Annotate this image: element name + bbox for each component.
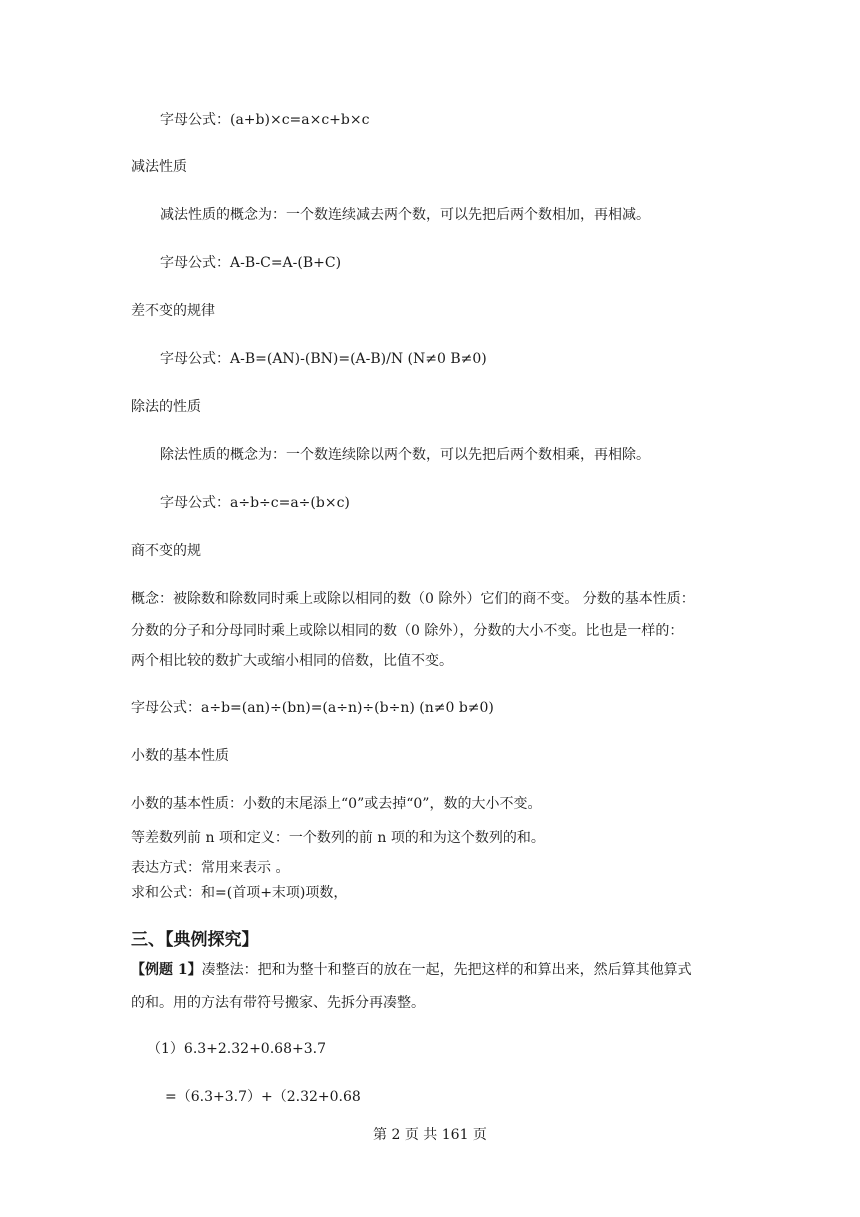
quotient-concept-line-1: 概念：被除数和除数同时乘上或除以相同的数（0 除外）它们的商不变。 分数的基本性质： xyxy=(131,591,695,607)
quotient-invariance-formula: 字母公式：a÷b=(an)÷(bn)=(a÷n)÷(b÷n) (n≠0 b≠0) xyxy=(131,700,494,716)
page-footer: 第 2 页 共 161 页 xyxy=(373,1127,487,1143)
sum-formula: 求和公式：和=(首项+末项)项数， xyxy=(131,885,348,901)
subtraction-property-title: 减法性质 xyxy=(131,159,187,175)
decimal-property-title: 小数的基本性质 xyxy=(131,748,229,764)
quotient-concept-line-3: 两个相比较的数扩大或缩小相同的倍数，比值不变。 xyxy=(131,653,453,669)
decimal-property-text: 小数的基本性质：小数的末尾添上“0”或去掉“0”，数的大小不变。 xyxy=(131,796,542,812)
example-problem: （1）6.3+2.32+0.68+3.7 xyxy=(147,1041,326,1057)
division-property-formula: 字母公式：a÷b÷c=a÷(b×c) xyxy=(160,495,350,511)
example-1-line-2: 的和。用的方法有带符号搬家、先拆分再凑整。 xyxy=(131,995,425,1011)
arithmetic-series-definition: 等差数列前 n 项和定义：一个数列的前 n 项的和为这个数列的和。 xyxy=(131,830,545,846)
subtraction-property-formula: 字母公式：A-B-C=A-(B+C) xyxy=(160,255,342,271)
difference-invariance-formula: 字母公式：A-B=(AN)-(BN)=(A-B)/N (N≠0 B≠0) xyxy=(160,351,487,367)
difference-invariance-title: 差不变的规律 xyxy=(131,303,215,319)
quotient-invariance-title: 商不变的规 xyxy=(131,543,201,559)
expression-method: 表达方式：常用来表示 。 xyxy=(131,860,290,876)
division-property-concept: 除法性质的概念为：一个数连续除以两个数，可以先把后两个数相乘，再相除。 xyxy=(160,447,650,463)
section-heading: 三、【典例探究】 xyxy=(131,930,259,950)
example-1-line-1 xyxy=(131,960,692,980)
subtraction-property-concept: 减法性质的概念为：一个数连续减去两个数，可以先把后两个数相加，再相减。 xyxy=(160,207,650,223)
division-property-title: 除法的性质 xyxy=(131,399,201,415)
example-text: 凑整法：把和为整十和整百的放在一起，先把这样的和算出来，然后算其他算式 xyxy=(201,962,692,978)
quotient-concept-line-2: 分数的分子和分母同时乘上或除以相同的数（0 除外），分数的大小不变。比也是一样的： xyxy=(131,623,684,639)
formula-distributive: 字母公式：(a+b)×c=a×c+b×c xyxy=(160,112,370,128)
example-step: =（6.3+3.7）+（2.32+0.68 xyxy=(165,1089,361,1105)
example-label: 【例题 1】 xyxy=(131,962,202,978)
